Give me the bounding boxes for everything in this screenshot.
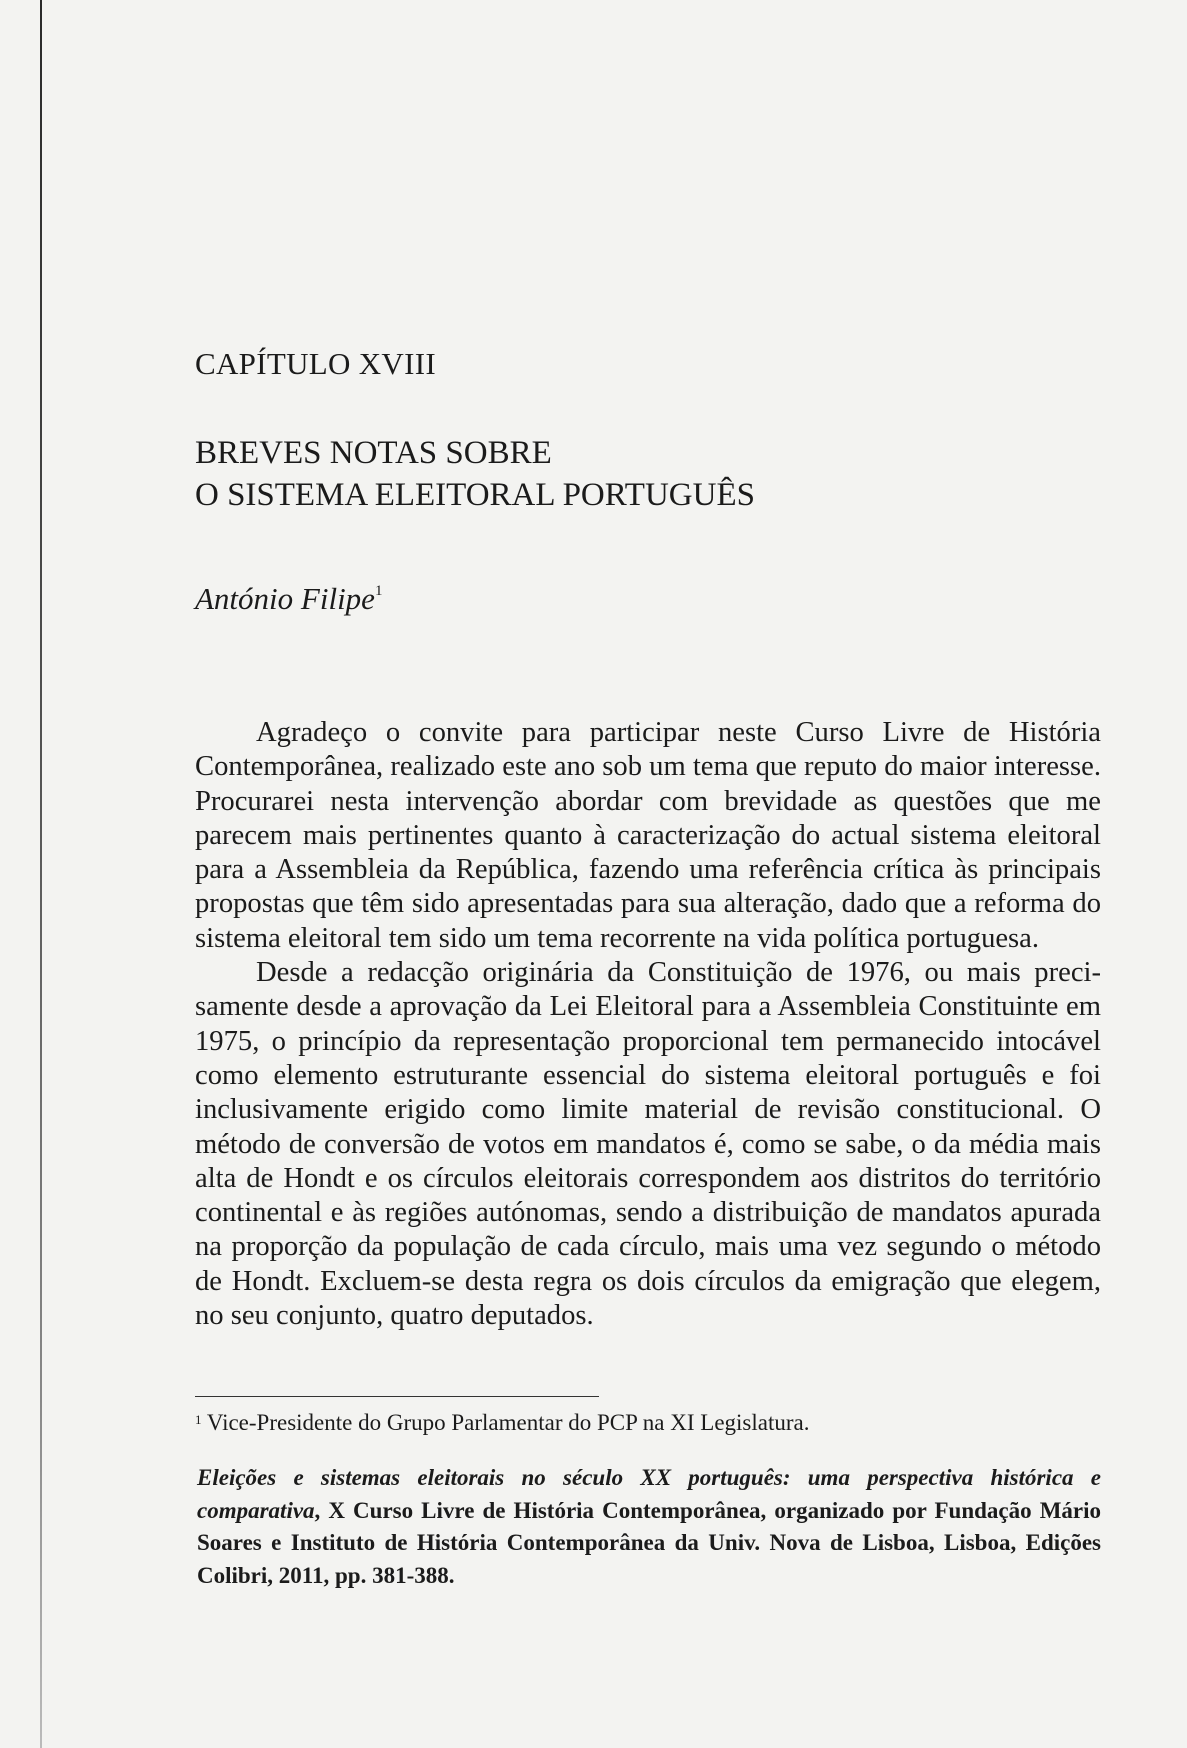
- body-paragraph-2: Desde a redacção originária da Constituição de 1976, ou mais precisamente desde a aprovação da Lei Eleitoral para a Assembleia Constituinte em 1975, o princípio da representação proporcional tem permanecido intocável como elemento estruturante essencial do sistema eleitoral português e foi inclusivamente erigido como limite material de revisão constitucional. O método de conversão de votos em mandatos é, como se sabe, o da média mais alta de Hondt e os círculos eleitorais correspondem aos distritos do território continental e às regiões autónomas, sendo a distribuição de mandatos apurada na proporção da população de cada círculo, mais uma vez segundo o método de Hondt. Excluem-se desta regra os dois círculos da emigração que elegem, no seu conjunto, quatro deputados.: [195, 957, 1101, 1332]
- chapter-title: [195, 432, 1101, 516]
- footnote-divider: [195, 1396, 599, 1397]
- source-citation: [197, 1462, 1101, 1592]
- footnote-marker: 1: [195, 1412, 202, 1427]
- citation-book-title: Eleições e sistemas eleitorais no século XX português: uma perspectiva histórica e comparativa: [197, 1465, 1101, 1523]
- chapter-heading: [195, 346, 436, 382]
- author-footnote-marker: 1: [374, 583, 383, 599]
- footnote-text: Vice-Presidente do Grupo Parlamentar do PCP na XI Legislatura.: [206, 1410, 810, 1435]
- page-binding-edge: [40, 0, 42, 1748]
- body-text: [195, 716, 1101, 1333]
- body-paragraph-1: Agradeço o convite para participar neste Curso Livre de História Contemporânea, realizado este ano sob um tema que reputo do maior interesse. Procurarei nesta intervenção abordar com brevidade as questões que me parecem mais pertinentes quanto à caracterização do actual sistema eleitoral para a Assembleia da República, fazendo uma referência crítica às principais propostas que têm sido apresentadas para sua alteração, dado que a reforma do sistema eleitoral tem sido um tema recorrente na vida política portuguesa.: [195, 717, 1101, 954]
- footnote: [195, 1410, 809, 1436]
- chapter-title-line-1: BREVES NOTAS SOBRE: [195, 435, 552, 471]
- chapter-title-line-2: O SISTEMA ELEITORAL PORTUGUÊS: [195, 477, 755, 513]
- author-byline: [195, 581, 382, 617]
- chapter-label: CAPÍTULO XVIII: [195, 346, 436, 381]
- author-name: António Filipe: [195, 581, 375, 616]
- citation-details: , X Curso Livre de História Contemporânea, organizado por Fundação Mário Soares e Instituto de História Contemporânea da Univ. Nova de Lisboa, Lisboa, Edições Colibri, 2011, pp. 381-388.: [197, 1497, 1101, 1588]
